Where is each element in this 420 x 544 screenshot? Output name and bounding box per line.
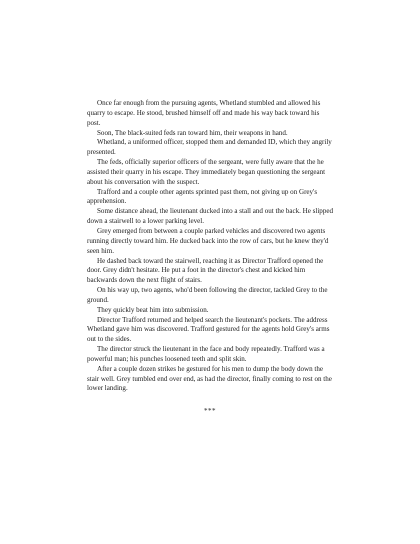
paragraph: The feds, officially superior officers of the sergeant, were fully aware that the he assisted their quarry in his escape. They immediately began questioning the sergeant about his conversation with the suspect. (87, 158, 326, 186)
paragraph: He dashed back toward the stairwell, reaching it as Director Trafford opened the door. Grey didn't hesitate. He put a foot in the director's chest and kicked him backwards down the next flight of stairs. (87, 256, 324, 285)
paragraph: Some distance ahead, the lieutenant ducked into a stall and out the back. He slipped down a stairwell to a lower parking level. (87, 207, 333, 226)
paragraph: Director Trafford returned and helped search the lieutenant's pockets. The address Whetland gave him was discovered. Trafford gestured for the agents hold Grey's arms out to the sides. (87, 315, 330, 344)
paragraph: The director struck the lieutenant in the face and body repeatedly. Trafford was a powerful man; his punches loosened teeth and split skin. (87, 345, 325, 363)
paragraph: Once far enough from the pursuing agents, Whetland stumbled and allowed his quarry to escape. He stood, brushed himself off and made his way back toward his post. (87, 99, 321, 127)
paragraph: After a couple dozen strikes he gestured for his men to dump the body down the stair well. Grey tumbled end over end, as had the director, finally coming to rest on the lower landing. (87, 364, 332, 393)
paragraph: Grey emerged from between a couple parked vehicles and discovered two agents running directly toward him. He ducked back into the row of cars, but he knew they'd seen him. (87, 226, 329, 255)
paragraph: Soon, The black-suited feds ran toward him, their weapons in hand. (97, 128, 288, 137)
scene-break: *** (203, 407, 217, 416)
paragraph: On his way up, two agents, who'd been following the director, tackled Grey to the ground. (87, 286, 328, 304)
paragraph: Trafford and a couple other agents sprinted past them, not giving up on Grey's apprehension. (87, 187, 318, 206)
body-text (87, 99, 333, 417)
paragraph: They quickly beat him into submission. (97, 305, 209, 314)
paragraph: Whetland, a uniformed officer, stopped them and demanded ID, which they angrily presented. (87, 138, 332, 157)
